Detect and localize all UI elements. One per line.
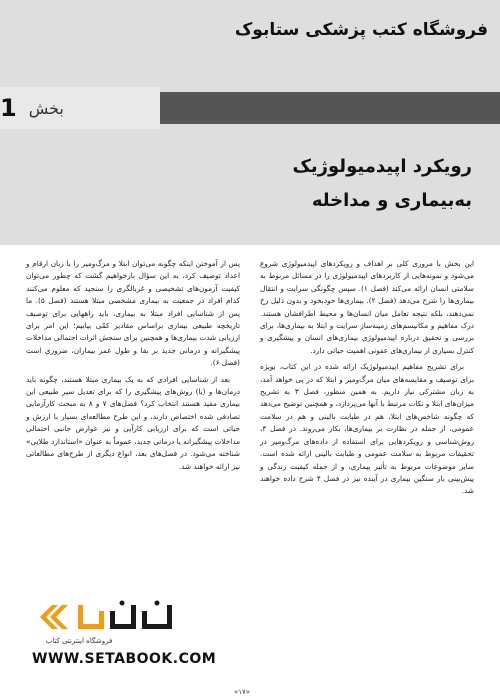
website-url: WWW.SETABOOK.COM xyxy=(32,651,217,667)
paragraph: برای تشریح مفاهیم اپیدمیولوژیک ارائه شده در این کتاب، بویژه برای توصیف و مقایسه‌های میان مرگ‌ومیر و ابتلا که در پی خواهد آمد، به زبان مشترکی نیاز داریم. به همین منظور، فصل ۳ به تشریح میزان‌های ابتلا و نکات مرتبط با آنها می‌پردازد، و همچنین توضیح می‌دهد که چگونه شاخص‌های ابتلا، هم در طبابت بالینی و هم در سلامت عمومی، از جمله در نظارت بر بیماری‌ها، بکار می‌روند. در فصل ۴، روش‌شناسی و رویکردهایی برای استفاده از داده‌های مرگ‌ومیر در تحقیقات مربوط به سلامت عمومی و طبابت بالینی ارائه شده است. سایر موضوعات مربوط به تأثیر بیماری، و از جمله کیفیت زندگی و پیش‌بینی بار سنگین بیماری در آینده نیز در فصل ۴ شرح داده خواهند شد. xyxy=(260,362,475,496)
chapter-word: بخش xyxy=(28,98,64,118)
chapter-label xyxy=(0,87,160,129)
logo-subtitle: فروشگاه اینترنتی کتاب xyxy=(45,637,113,645)
chapter-title xyxy=(172,150,472,218)
paragraph: پس از آموختن اینکه چگونه می‌توان ابتلا و مرگ‌ومیر را با زبان ارقام و اعداد توصیف کرد، به این سؤال بازخواهیم گشت که چطور می‌توان کیفیت آزمون‌های تشخیصی و غربالگری را سنجید که معلوم می‌کنند کدام افراد در جمعیت به بیماری مشخصی مبتلا هستند (فصل ۵). ما پس از شناسایی افراد مبتلا به بیماری، باید راههایی برای توصیف تاریخچه طبیعی بیماری براساس مقادیر کمّی بیابیم؛ این امر برای ارزیابی شدت بیماری‌ها و همچنین برای سنجش اثرات احتمالی مداخلات پیشگیرانه و درمانی جدید بر بقا و طول عمر بیماران، ضروری است (فصل ۶). xyxy=(26,259,240,368)
page-number: «۱۷» xyxy=(234,688,251,696)
chapter-title-line1: رویکرد اپیدمیولوژیک xyxy=(292,156,472,177)
body-column-right xyxy=(260,258,474,502)
store-title: فروشگاه کتب پزشکی ستابوک xyxy=(234,20,488,40)
chapter-number: 1 xyxy=(0,94,17,122)
chapter-title-line2: به‌بیماری و مداخله xyxy=(311,190,472,211)
setabook-logo-icon xyxy=(38,597,198,637)
body-column-left xyxy=(26,258,240,477)
paragraph: این بخش با مروری کلی بر اهداف و رویکردهای اپیدمیولوژی شروع می‌شود و نمونه‌هایی از کاربردهای اپیدمیولوژی را در مسائل مربوط به سلامتی انسان ارائه می‌کند (فصل ۱). سپس چگونگی سرایت و انتقال بیماری‌ها را شرح می‌دهد (فصل ۲). بیماری‌ها خودبخود و بدون دلیل رخ نمی‌دهند، بلکه نتیجه تعامل میان انسان‌ها و محیط اطرافشان هستند. درک مفاهیم و مکانیسم‌های زمینه‌ساز سرایت و ابتلا به بیماری‌ها، برای بررسی و تحقیق درباره اپیدمیولوژی بیماری‌های انسان و پیشگیری و کنترل بسیاری از بیماری‌های عفونی اهمیت حیاتی دارد. xyxy=(260,259,474,355)
paragraph: بعد از شناسایی افرادی که به یک بیماری مبتلا هستند، چگونه باید درمان‌ها و (یا) روش‌های پیشگیری را که برای تعدیل سیر طبیعی این بیماری مفید هستند انتخاب کرد؟ فصل‌های ۷ و ۸ به مبحث کارآزمایی تصادفی شده اختصاص دارند، و این طرح مطالعه‌ای بسیار با ارزش و حیاتی است که برای ارزیابی کارآیی و نیز عوارض جانبی احتمالی مداخلات پیشگیرانه یا درمانی جدید، عموماً به عنوان «استاندارد طلایی» شناخته می‌شود. در فصل‌های بعد، انواع دیگری از طرح‌های مطالعاتی نیز ارائه خواهند شد. xyxy=(26,374,241,471)
